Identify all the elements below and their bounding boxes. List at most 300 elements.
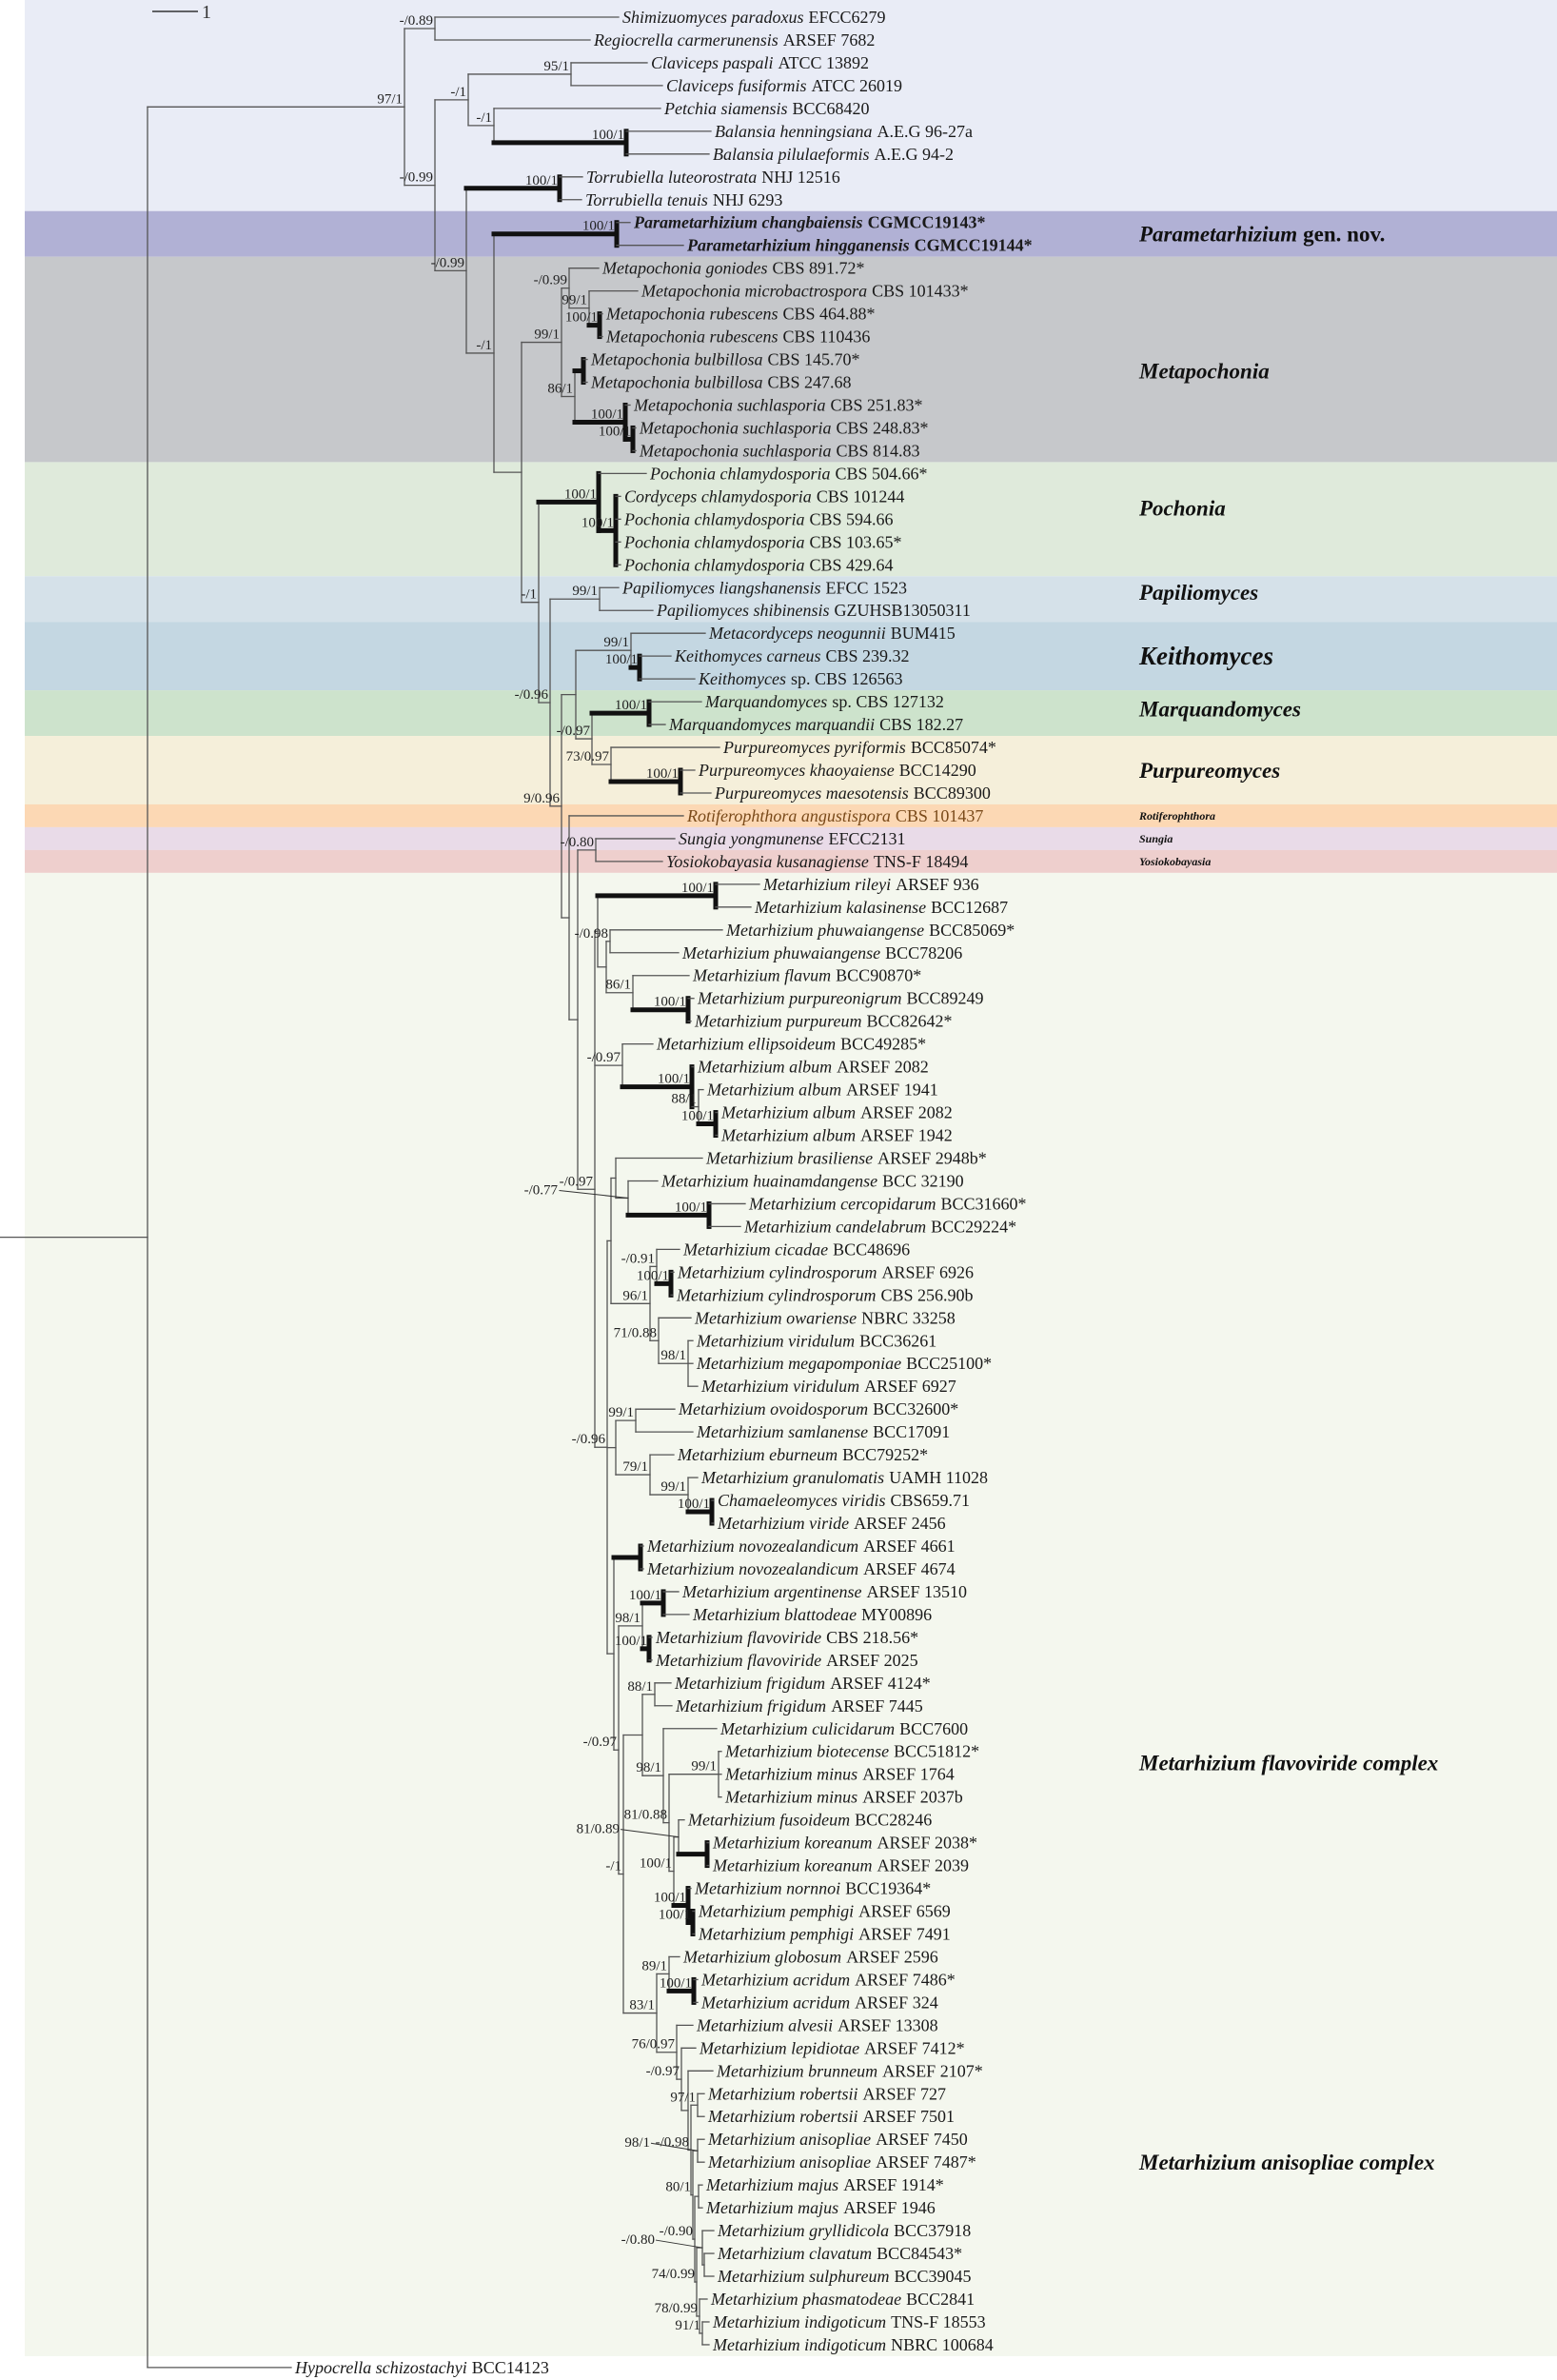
- taxon-label: [708, 624, 956, 643]
- taxon-name: Balansia henningsiana: [715, 121, 873, 141]
- support-value: 79/1: [622, 1459, 648, 1476]
- support-value: 100/1: [653, 1890, 686, 1906]
- taxon-label: [679, 829, 906, 848]
- strain-id: NHJ 12516: [761, 167, 840, 187]
- taxon-name: Hypocrella schizostachyi: [295, 2357, 467, 2377]
- taxon-label: [707, 2084, 946, 2103]
- taxon-name: Chamaeleomyces viridis: [718, 1491, 886, 1511]
- taxon-name: Torrubiella luteorostrata: [586, 167, 758, 187]
- support-value: 86/1: [547, 381, 573, 397]
- taxon-name: Metapochonia bulbillosa: [591, 349, 763, 369]
- taxon-name: Pochonia chlamydosporia: [624, 509, 805, 529]
- taxon-label: [622, 8, 886, 27]
- support-value: -/1: [521, 586, 537, 603]
- support-value: 95/1: [543, 58, 569, 74]
- taxon-label: [585, 190, 782, 209]
- taxon-label: [697, 989, 984, 1008]
- strain-id: ARSEF 13510: [866, 1581, 968, 1601]
- taxon-label: [678, 1399, 958, 1418]
- taxon-label: [696, 1422, 950, 1441]
- strain-id: BCC 32190: [882, 1171, 964, 1191]
- support-value: -/0.97: [582, 1735, 617, 1751]
- strain-id: ARSEF 2037b: [862, 1787, 963, 1807]
- taxon-name: Parametarhizium changbaiensis: [634, 212, 863, 232]
- taxon-label: [641, 282, 969, 301]
- taxon-label: [698, 669, 903, 688]
- support-value: 100/1: [657, 1071, 690, 1087]
- taxon-label: [639, 441, 920, 460]
- taxon-label: [707, 2107, 955, 2126]
- clade-name: Parametarhizium: [1139, 222, 1298, 247]
- clade-name: Rotiferophthora: [1139, 808, 1216, 823]
- taxon-name: Marquandomyces marquandii: [669, 715, 876, 735]
- taxon-name: Metarhizium minus: [725, 1764, 858, 1784]
- support-value: 99/1: [691, 1758, 717, 1775]
- taxon-name: Metarhizium minus: [725, 1787, 858, 1807]
- taxon-label: [687, 1811, 932, 1830]
- support-value: 100/1: [645, 765, 679, 782]
- taxon-name: Metarhizium phuwaiangense: [726, 920, 925, 940]
- taxon-name: Metarhizium acridum: [701, 1993, 851, 2013]
- support-value: 97/1: [377, 91, 403, 108]
- taxon-label: [699, 2038, 965, 2057]
- clade-label: [1138, 496, 1226, 520]
- taxon-name: Metarhizium anisopliae: [708, 2130, 872, 2150]
- taxon-name: Metacordyceps neogunnii: [709, 624, 886, 644]
- strain-id: BCC37918: [894, 2221, 972, 2241]
- clade-name: Pochonia: [1139, 496, 1226, 521]
- taxon-name: Metarhizium fusoideum: [688, 1810, 851, 1830]
- strain-id: ARSEF 2082: [837, 1057, 929, 1077]
- taxon-name: Purpureomyces pyriformis: [723, 738, 906, 758]
- strain-id: ARSEF 2596: [846, 1947, 938, 1967]
- strain-id: BCC49285*: [840, 1034, 927, 1054]
- taxon-label: [722, 738, 996, 757]
- strain-id: ARSEF 1946: [843, 2198, 936, 2218]
- strain-id: ARSEF 2025: [826, 1650, 918, 1670]
- taxon-label: [682, 1240, 910, 1259]
- taxon-label: [621, 578, 907, 597]
- taxon-name: Keithomyces carneus: [675, 646, 821, 666]
- strain-id: ARSEF 2038*: [877, 1833, 978, 1853]
- taxon-label: [762, 875, 979, 894]
- taxon-name: Metarhizium clavatum: [718, 2244, 873, 2264]
- support-value: -/0.97: [559, 1174, 593, 1190]
- taxon-name: Purpureomyces khaoyaiense: [699, 761, 895, 781]
- clade-name: Metarhizium flavoviride complex: [1139, 1751, 1439, 1775]
- taxon-name: Claviceps paspali: [651, 52, 774, 72]
- strain-id: ARSEF 4661: [863, 1536, 956, 1556]
- taxon-label: [590, 350, 860, 369]
- taxon-label: [707, 2152, 976, 2172]
- support-value: -/1: [476, 109, 492, 126]
- taxon-label: [707, 2130, 968, 2149]
- strain-id: CBS 251.83*: [830, 395, 923, 415]
- taxon-name: Metarhizium koreanum: [713, 1855, 873, 1875]
- taxon-name: Torrubiella tenuis: [585, 189, 708, 209]
- strain-id: BCC90870*: [836, 965, 922, 985]
- strain-id: CBS 504.66*: [835, 464, 928, 484]
- strain-id: BCC32600*: [873, 1399, 959, 1419]
- taxon-name: Metarhizium novozealandicum: [647, 1536, 859, 1556]
- taxon-label: [718, 1491, 970, 1510]
- taxon-label: [692, 1605, 932, 1624]
- support-value: 81/0.88: [623, 1807, 667, 1823]
- taxon-label: [706, 1081, 938, 1100]
- support-value: -/1: [450, 84, 466, 100]
- taxon-name: Regiocrella carmerunensis: [594, 30, 778, 50]
- taxon-label: [700, 1993, 938, 2012]
- taxon-name: Metarhizium megapomponiae: [697, 1354, 902, 1374]
- taxon-label: [593, 30, 875, 50]
- support-value: 99/1: [562, 292, 587, 308]
- support-value: 100/1: [524, 172, 558, 188]
- strain-id: BCC85069*: [929, 920, 1015, 940]
- strain-id: CBS 891.72*: [772, 258, 865, 278]
- strain-id: CBS 247.68: [767, 372, 852, 392]
- taxon-name: Metarhizium sulphureum: [718, 2267, 890, 2287]
- strain-id: BCC84543*: [877, 2244, 963, 2264]
- strain-id: BCC2841: [906, 2290, 976, 2309]
- strain-id: ARSEF 324: [855, 1993, 938, 2013]
- taxon-name: Metarhizium argentinense: [682, 1581, 862, 1601]
- strain-id: UAMH 11028: [889, 1468, 989, 1488]
- taxon-label: [646, 1537, 956, 1556]
- support-value: 100/1: [680, 1108, 714, 1124]
- strain-id: BCC29224*: [931, 1217, 1017, 1237]
- strain-id: ARSEF 2082: [860, 1102, 953, 1122]
- clade-name: Yosiokobayasia: [1139, 854, 1212, 868]
- taxon-label: [677, 1445, 928, 1464]
- clade-name: Papiliomyces: [1139, 581, 1259, 605]
- taxon-name: Metarhizium nornnoi: [695, 1878, 841, 1898]
- taxon-name: Metarhizium robertsii: [708, 2084, 858, 2104]
- taxon-name: Petchia siamensis: [664, 98, 788, 118]
- taxon-name: Pochonia chlamydosporia: [624, 532, 805, 552]
- strain-id: BCC68420: [792, 98, 870, 118]
- taxon-name: Metarhizium phuwaiangense: [682, 942, 881, 962]
- taxon-name: Metarhizium album: [698, 1057, 833, 1077]
- strain-id: CBS659.71: [890, 1491, 970, 1511]
- support-value: 81/0.89: [576, 1821, 620, 1837]
- strain-id: BCC85074*: [910, 738, 996, 758]
- strain-id: BCC12687: [931, 897, 1009, 917]
- taxon-name: Metapochonia microbactrospora: [641, 281, 868, 301]
- support-value: 99/1: [660, 1479, 686, 1496]
- taxon-label: [646, 1559, 956, 1578]
- taxon-name: Pochonia chlamydosporia: [650, 464, 831, 484]
- clade-label: [1138, 809, 1215, 823]
- taxon-name: Rotiferophthora angustispora: [687, 805, 891, 825]
- support-value: 97/1: [670, 2090, 696, 2106]
- taxon-name: Balansia pilulaeformis: [713, 144, 870, 164]
- strain-id: BCC25100*: [906, 1354, 993, 1374]
- strain-id: CBS 101433*: [872, 281, 969, 301]
- strain-id: CBS 239.32: [825, 646, 910, 666]
- strain-id: CBS 248.83*: [836, 418, 929, 438]
- support-value: -/0.96: [514, 687, 548, 704]
- taxon-name: Papiliomyces shibinensis: [657, 601, 830, 621]
- support-value: -/0.96: [571, 1432, 605, 1448]
- strain-id: CBS 594.66: [809, 509, 894, 529]
- taxon-name: Sungia yongmunense: [679, 828, 824, 848]
- taxon-label: [694, 1308, 956, 1327]
- taxon-name: Claviceps fusiformis: [666, 75, 807, 95]
- support-value: 100/1: [581, 218, 615, 234]
- taxon-name: Metarhizium flavoviride: [656, 1650, 822, 1670]
- taxon-name: Metarhizium rileyi: [763, 874, 892, 894]
- taxon-name: Metarhizium anisopliae: [708, 2152, 872, 2172]
- taxon-name: Metarhizium ellipsoideum: [657, 1034, 837, 1054]
- clade-label: [1138, 642, 1273, 670]
- taxon-label: [698, 761, 976, 780]
- taxon-label: [676, 1285, 974, 1304]
- support-value: -/0.89: [399, 12, 433, 29]
- strain-id: BCC89249: [906, 988, 984, 1008]
- strain-id: ARSEF 7445: [831, 1696, 923, 1716]
- support-value: -/0.97: [586, 1050, 621, 1066]
- taxon-name: Metapochonia rubescens: [606, 304, 778, 324]
- taxon-name: Metarhizium majus: [706, 2198, 839, 2218]
- strain-id: ARSEF 4674: [863, 1558, 956, 1578]
- strain-id: BCC14123: [471, 2357, 549, 2377]
- taxon-name: Cordyceps chlamydosporia: [624, 486, 812, 506]
- taxon-label: [656, 601, 971, 620]
- support-value: 100/1: [659, 1975, 692, 1992]
- clade-name: Marquandomyces: [1139, 697, 1301, 722]
- taxon-name: Metarhizium kalasinense: [755, 897, 927, 917]
- taxon-label: [649, 464, 928, 483]
- support-value: 100/1: [563, 486, 597, 503]
- taxon-label: [651, 53, 869, 72]
- taxon-name: Metarhizium eburneum: [678, 1445, 838, 1465]
- support-value: 99/1: [572, 584, 598, 600]
- taxon-name: Metarhizium pemphigi: [699, 1924, 855, 1944]
- taxon-name: Metarhizium indigoticum: [713, 2334, 887, 2354]
- taxon-name: Metarhizium koreanum: [713, 1833, 873, 1853]
- taxon-name: Metarhizium flavum: [693, 965, 832, 985]
- support-value: -/0.98: [574, 925, 608, 942]
- support-value: 100/1: [564, 309, 598, 326]
- clade-label: [1138, 223, 1385, 247]
- taxon-name: Metapochonia suchlasporia: [640, 441, 832, 461]
- strain-id: BCC31660*: [940, 1194, 1027, 1214]
- taxon-label: [681, 943, 962, 962]
- strain-id: BCC19364*: [845, 1878, 932, 1898]
- strain-id: TNS-F 18494: [873, 851, 969, 871]
- taxon-label: [668, 715, 963, 734]
- taxon-label: [656, 1035, 926, 1054]
- taxon-label: [677, 1262, 974, 1281]
- strain-id: ARSEF 7486*: [855, 1970, 956, 1990]
- taxon-name: Metarhizium huainamdangense: [661, 1171, 878, 1191]
- support-value: 83/1: [629, 1997, 655, 2013]
- taxon-name: Metarhizium cicadae: [683, 1240, 829, 1259]
- taxon-name: Metarhizium viridulum: [697, 1331, 856, 1351]
- taxon-name: Metarhizium cylindrosporum: [677, 1285, 877, 1305]
- support-value: -/0.77: [523, 1182, 558, 1199]
- taxon-label: [696, 1331, 936, 1350]
- support-value: 100/1: [581, 515, 614, 531]
- support-value: -/0.80: [621, 2232, 655, 2249]
- support-value: 76/0.97: [631, 2036, 675, 2053]
- taxon-name: Keithomyces: [699, 669, 786, 689]
- taxon-label: [712, 2312, 986, 2331]
- strain-id: TNS-F 18553: [891, 2311, 986, 2331]
- support-value: 9/0.96: [523, 790, 560, 806]
- taxon-name: Metarhizium brunneum: [717, 2061, 878, 2081]
- taxon-name: Metarhizium globosum: [683, 1947, 842, 1967]
- taxon-label: [754, 898, 1008, 917]
- strain-id: EFCC2131: [828, 828, 906, 848]
- taxon-name: Metarhizium purpureonigrum: [698, 988, 902, 1008]
- taxon-name: Metapochonia suchlasporia: [634, 395, 826, 415]
- strain-id: ARSEF 7487*: [876, 2152, 976, 2172]
- strain-id: CBS 103.65*: [809, 532, 902, 552]
- strain-id: CBS 429.64: [809, 555, 894, 575]
- support-value: -/0.97: [645, 2064, 680, 2080]
- taxon-name: Metarhizium frigidum: [676, 1696, 827, 1716]
- taxon-label: [623, 532, 902, 551]
- strain-id: ARSEF 4124*: [830, 1673, 931, 1693]
- support-value: 98/1: [636, 1760, 661, 1776]
- strain-id: ARSEF 1942: [860, 1125, 953, 1145]
- taxon-label: [682, 1947, 938, 1966]
- taxon-label: [704, 692, 944, 711]
- taxon-label: [724, 1765, 955, 1784]
- strain-id: BCC78206: [885, 942, 963, 962]
- taxon-name: Metarhizium brasiliense: [706, 1148, 874, 1168]
- taxon-label: [698, 1924, 951, 1943]
- taxon-name: Metapochonia suchlasporia: [640, 418, 832, 438]
- taxon-label: [686, 236, 1033, 255]
- clade-suffix: gen. nov.: [1303, 222, 1386, 247]
- strain-id: BCC39045: [894, 2267, 972, 2287]
- clade-name: Metarhizium anisopliae complex: [1139, 2151, 1435, 2175]
- taxon-name: Metarhizium viridulum: [701, 1377, 860, 1397]
- support-value: 100/1: [653, 994, 686, 1010]
- taxon-name: Metarhizium lepidiotae: [700, 2038, 860, 2058]
- strain-id: CBS 101244: [816, 486, 905, 506]
- support-value: 91/1: [675, 2317, 700, 2333]
- support-value: 99/1: [603, 635, 629, 651]
- strain-id: NBRC 100684: [891, 2334, 994, 2354]
- taxon-name: Metarhizium granulomatis: [701, 1468, 885, 1488]
- taxon-label: [743, 1217, 1016, 1236]
- taxon-name: Marquandomyces: [705, 692, 828, 712]
- taxon-name: Metarhizium pemphigi: [699, 1901, 855, 1921]
- strain-id: ARSEF 2039: [877, 1855, 970, 1875]
- clade-label: [1138, 2151, 1435, 2174]
- taxon-label: [633, 395, 923, 414]
- taxon-label: [696, 1354, 992, 1373]
- taxon-label: [697, 1058, 929, 1077]
- taxon-label: [705, 1149, 987, 1168]
- taxon-label: [663, 99, 870, 118]
- taxon-label: [716, 2061, 983, 2080]
- taxon-label: [694, 1879, 931, 1898]
- taxon-name: Metarhizium cylindrosporum: [678, 1262, 877, 1282]
- taxon-label: [675, 1696, 923, 1716]
- taxon-label: [674, 1674, 931, 1693]
- taxon-name: Metarhizium owariense: [695, 1308, 857, 1328]
- support-value: 98/1: [624, 2135, 650, 2152]
- taxon-label: [717, 1514, 946, 1533]
- taxon-label: [639, 418, 929, 437]
- support-value: 100/1: [614, 698, 647, 714]
- scale-bar-label: 1: [202, 2, 211, 23]
- support-value: 100/1: [590, 407, 623, 423]
- taxon-label: [655, 1628, 918, 1647]
- taxon-name: Metarhizium candelabrum: [744, 1217, 927, 1237]
- strain-id: ARSEF 2456: [854, 1514, 946, 1534]
- taxon-name: Metarhizium alvesii: [697, 2015, 834, 2035]
- strain-id: ARSEF 2107*: [882, 2061, 983, 2081]
- clade-label: [1139, 832, 1173, 845]
- strain-id: CBS 814.83: [836, 441, 920, 461]
- taxon-label: [719, 1719, 968, 1738]
- support-value: 100/1: [677, 1497, 710, 1513]
- strain-id: BUM415: [890, 624, 956, 644]
- taxon-name: Parametarhizium hingganensis: [687, 235, 910, 255]
- taxon-label: [720, 1126, 953, 1145]
- strain-id: BCC51812*: [894, 1741, 980, 1761]
- support-value: -/0.98: [655, 2134, 689, 2151]
- strain-id: NHJ 6293: [712, 189, 783, 209]
- strain-id: ARSEF 7412*: [864, 2038, 965, 2058]
- strain-id: CBS 145.70*: [767, 349, 860, 369]
- taxon-name: Metarhizium robertsii: [708, 2107, 858, 2127]
- strain-id: BCC36261: [859, 1331, 937, 1351]
- taxon-label: [623, 555, 894, 574]
- strain-id: CBS 464.88*: [782, 304, 876, 324]
- strain-id: ARSEF 2948b*: [877, 1148, 987, 1168]
- taxon-label: [714, 783, 991, 803]
- support-value: -/1: [605, 1858, 621, 1874]
- taxon-name: Metarhizium biotecense: [725, 1741, 890, 1761]
- taxon-label: [666, 852, 968, 871]
- support-value: -/0.97: [556, 724, 590, 740]
- support-value: 74/0.99: [651, 2267, 695, 2283]
- strain-id: BCC89300: [913, 783, 991, 803]
- support-value: -/0.99: [399, 169, 433, 186]
- taxon-label: [698, 1902, 951, 1921]
- strain-id: ARSEF 1914*: [843, 2175, 944, 2195]
- taxon-name: Metarhizium blattodeae: [693, 1604, 857, 1624]
- strain-id: BCC14290: [898, 761, 976, 781]
- support-value: 88/1: [671, 1091, 697, 1107]
- strain-id: ARSEF 13308: [838, 2015, 938, 2035]
- taxon-name: Metarhizium novozealandicum: [647, 1558, 859, 1578]
- support-value: 99/1: [608, 1405, 634, 1421]
- strain-id: ARSEF 936: [896, 874, 979, 894]
- support-value: 96/1: [622, 1288, 648, 1304]
- strain-id: ARSEF 7491: [858, 1924, 951, 1944]
- taxon-name: Papiliomyces liangshanensis: [622, 578, 821, 598]
- taxon-label: [724, 1788, 963, 1807]
- clade-name: Sungia: [1139, 831, 1173, 845]
- strain-id: ARSEF 7501: [862, 2107, 956, 2127]
- taxon-name: Metarhizium viride: [718, 1514, 850, 1534]
- taxon-name: Metarhizium frigidum: [675, 1673, 826, 1693]
- strain-id: CGMCC19144*: [914, 235, 1033, 255]
- support-value: 78/0.99: [654, 2300, 698, 2316]
- strain-id: CGMCC19143*: [867, 212, 986, 232]
- taxon-name: Metarhizium album: [707, 1080, 842, 1100]
- support-value: -/0.91: [621, 1251, 655, 1267]
- support-value: 100/1: [680, 880, 714, 896]
- strain-id: CBS 182.27: [879, 715, 964, 735]
